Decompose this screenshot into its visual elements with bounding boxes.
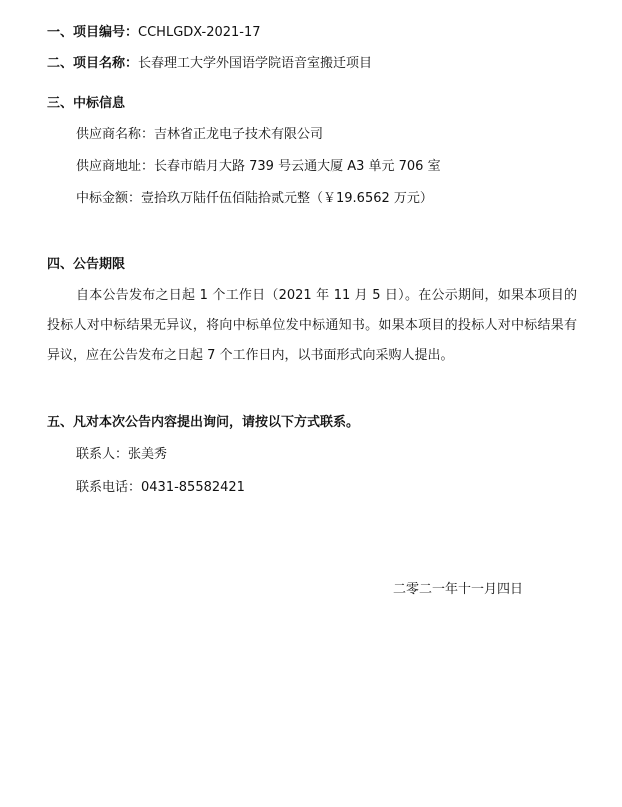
notice-date: 二零二一年十一月四日 — [393, 582, 524, 597]
notice-period-heading: 四、公告期限 — [47, 257, 126, 272]
contact-phone: 联系电话：0431-85582421 — [76, 480, 245, 495]
supplier-address: 供应商地址：长春市皓月大路 739 号云通大厦 A3 单元 706 室 — [76, 159, 441, 174]
project-number-value: CCHLGDX-2021-17 — [138, 25, 261, 40]
bid-amount: 中标金额：壹拾玖万陆仟伍佰陆拾贰元整（￥19.6562 万元） — [76, 191, 433, 206]
project-name-line — [47, 55, 372, 73]
project-name-value: 长春理工大学外国语学院语音室搬迁项目 — [138, 56, 373, 71]
project-name-label: 二、项目名称： — [47, 56, 139, 71]
award-info-heading: 三、中标信息 — [47, 96, 126, 111]
inquiry-heading: 五、凡对本次公告内容提出询问，请按以下方式联系。 — [47, 415, 360, 430]
supplier-name: 供应商名称：吉林省正龙电子技术有限公司 — [76, 127, 324, 142]
contact-person: 联系人：张美秀 — [76, 447, 168, 462]
notice-period-paragraph: 自本公告发布之日起 1 个工作日（2021 年 11 月 5 日）。在公示期间，如果本项目的投标人对中标结果无异议，将向中标单位发中标通知书。如果本项目的投标人对中标结果有异议，应在公告发布之日起 7 个工作日内，以书面形式向采购人提出。 — [47, 288, 577, 363]
project-number-label: 一、项目编号： — [47, 25, 139, 40]
project-number-line — [47, 24, 261, 42]
